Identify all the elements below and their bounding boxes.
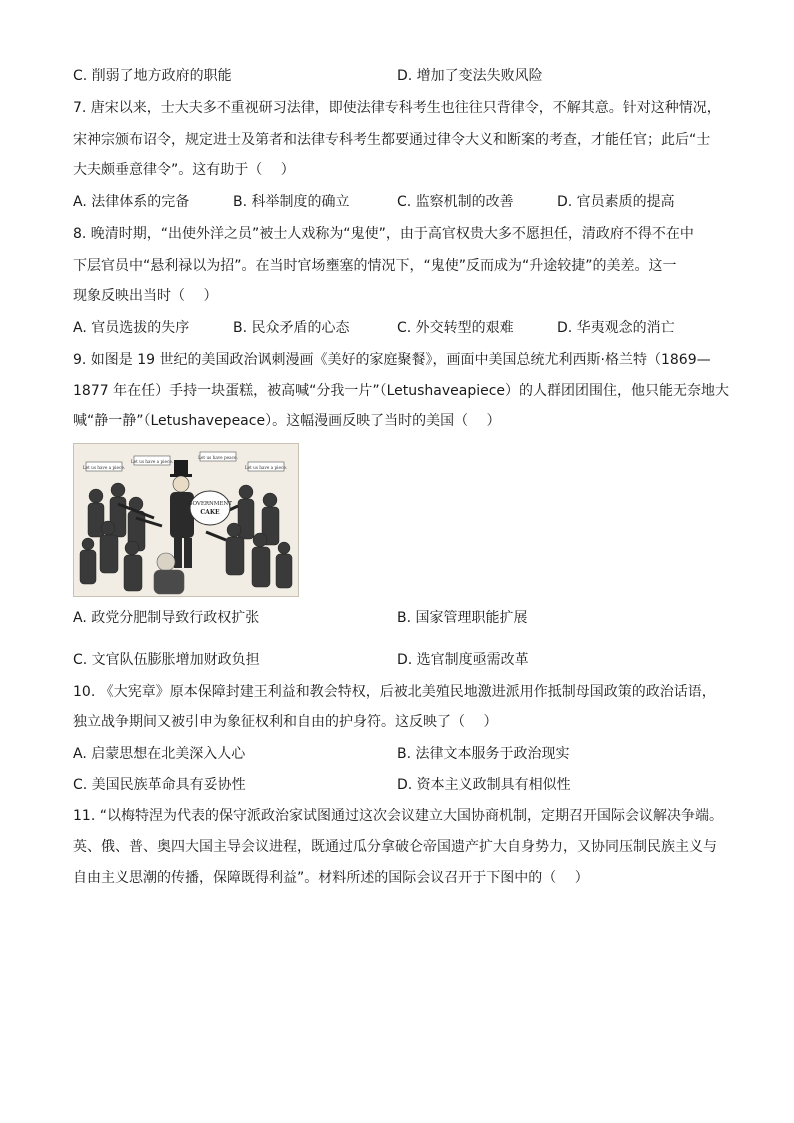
q9-option-c: C. 文官队伍膨胀增加财政负担 (73, 652, 260, 668)
q8-option-b: B. 民众矛盾的心态 (233, 320, 350, 336)
q9-stem-line-2: 1877 年在任）手持一块蛋糕，被高喊“分我一片”（Letushaveapiece）的人群团团围住，他只能无奈地大 (73, 383, 730, 399)
q9-option-a: A. 政党分肥制导致行政权扩张 (73, 610, 260, 626)
q9-stem-line-3: 喊“静一静”（Letushavepeace）。这幅漫画反映了当时的美国（ ） (73, 413, 501, 429)
q6-option-d: D. 增加了变法失败风险 (397, 68, 543, 84)
q7-option-a: A. 法律体系的完备 (73, 194, 190, 210)
political-cartoon-image (73, 443, 299, 597)
q8-option-c: C. 外交转型的艰难 (397, 320, 514, 336)
banner-3-text: Let us have peace. (198, 455, 238, 460)
q9-option-b: B. 国家管理职能扩展 (397, 610, 528, 626)
q10-option-a: A. 启蒙思想在北美深入人心 (73, 746, 246, 762)
q6-option-c: C. 削弱了地方政府的职能 (73, 68, 232, 84)
q8-option-d: D. 华夷观念的消亡 (557, 320, 675, 336)
q10-option-d: D. 资本主义政制具有相似性 (397, 777, 571, 793)
q9-stem-line-1: 9. 如图是 19 世纪的美国政治讽刺漫画《美好的家庭聚餐》，画面中美国总统尤利西斯·格兰特（1869— (73, 352, 711, 368)
q8-stem-line-2: 下层官员中“悬利禄以为招”。在当时官场壅塞的情况下，“鬼使”反而成为“升途较捷”的美差。这一 (73, 258, 677, 274)
q11-stem-line-1: 11. “以梅特涅为代表的保守派政治家试图通过这次会议建立大国协商机制，定期召开国际会议解决争端。 (73, 808, 723, 824)
q11-stem-line-3: 自由主义思潮的传播，保障既得利益”。材料所述的国际会议召开于下图中的（ ） (73, 870, 589, 886)
q10-stem-line-1: 10. 《大宪章》原本保障封建王利益和教会特权，后被北美殖民地激进派用作抵制母国政策的政治话语， (73, 684, 716, 700)
q7-option-c: C. 监察机制的改善 (397, 194, 514, 210)
q8-option-a: A. 官员选拔的失序 (73, 320, 190, 336)
q7-stem-line-1: 7. 唐宋以来，士大夫多不重视研习法律，即使法律专科考生也往往只背律令，不解其意。针对这种情况， (73, 100, 721, 116)
q7-stem-line-3: 大夫颇垂意律令”。这有助于（ ） (73, 162, 295, 178)
cake-label-2: CAKE (200, 509, 220, 516)
q10-option-b: B. 法律文本服务于政治现实 (397, 746, 570, 762)
banner-4-text: Let us have a piece. (244, 465, 288, 470)
q8-stem-line-1: 8. 晚清时期，“出使外洋之员”被士人戏称为“鬼使”，由于高官权贵大多不愿担任，清政府不得不在中 (73, 226, 694, 242)
cartoon-illustration (74, 444, 298, 596)
q7-option-b: B. 科举制度的确立 (233, 194, 350, 210)
banner-2-text: Let us have a piece. (130, 459, 174, 464)
q10-stem-line-2: 独立战争期间又被引申为象征权利和自由的护身符。这反映了（ ） (73, 714, 498, 730)
q10-option-c: C. 美国民族革命具有妥协性 (73, 777, 246, 793)
q7-stem-line-2: 宋神宗颁布诏令，规定进士及第者和法律专科考生都要通过律令大义和断案的考查，才能任官；此后“士 (73, 132, 711, 148)
q7-option-d: D. 官员素质的提高 (557, 194, 675, 210)
banner-1-text: Let us have a piece. (82, 465, 126, 470)
q9-option-d: D. 选官制度亟需改革 (397, 652, 529, 668)
cake-label-1: GOVERNMENT (188, 501, 232, 507)
q11-stem-line-2: 英、俄、普、奥四大国主导会议进程，既通过瓜分拿破仑帝国遗产扩大自身势力，又协同压制民族主义与 (73, 839, 717, 855)
q8-stem-line-3: 现象反映出当时（ ） (73, 288, 218, 304)
